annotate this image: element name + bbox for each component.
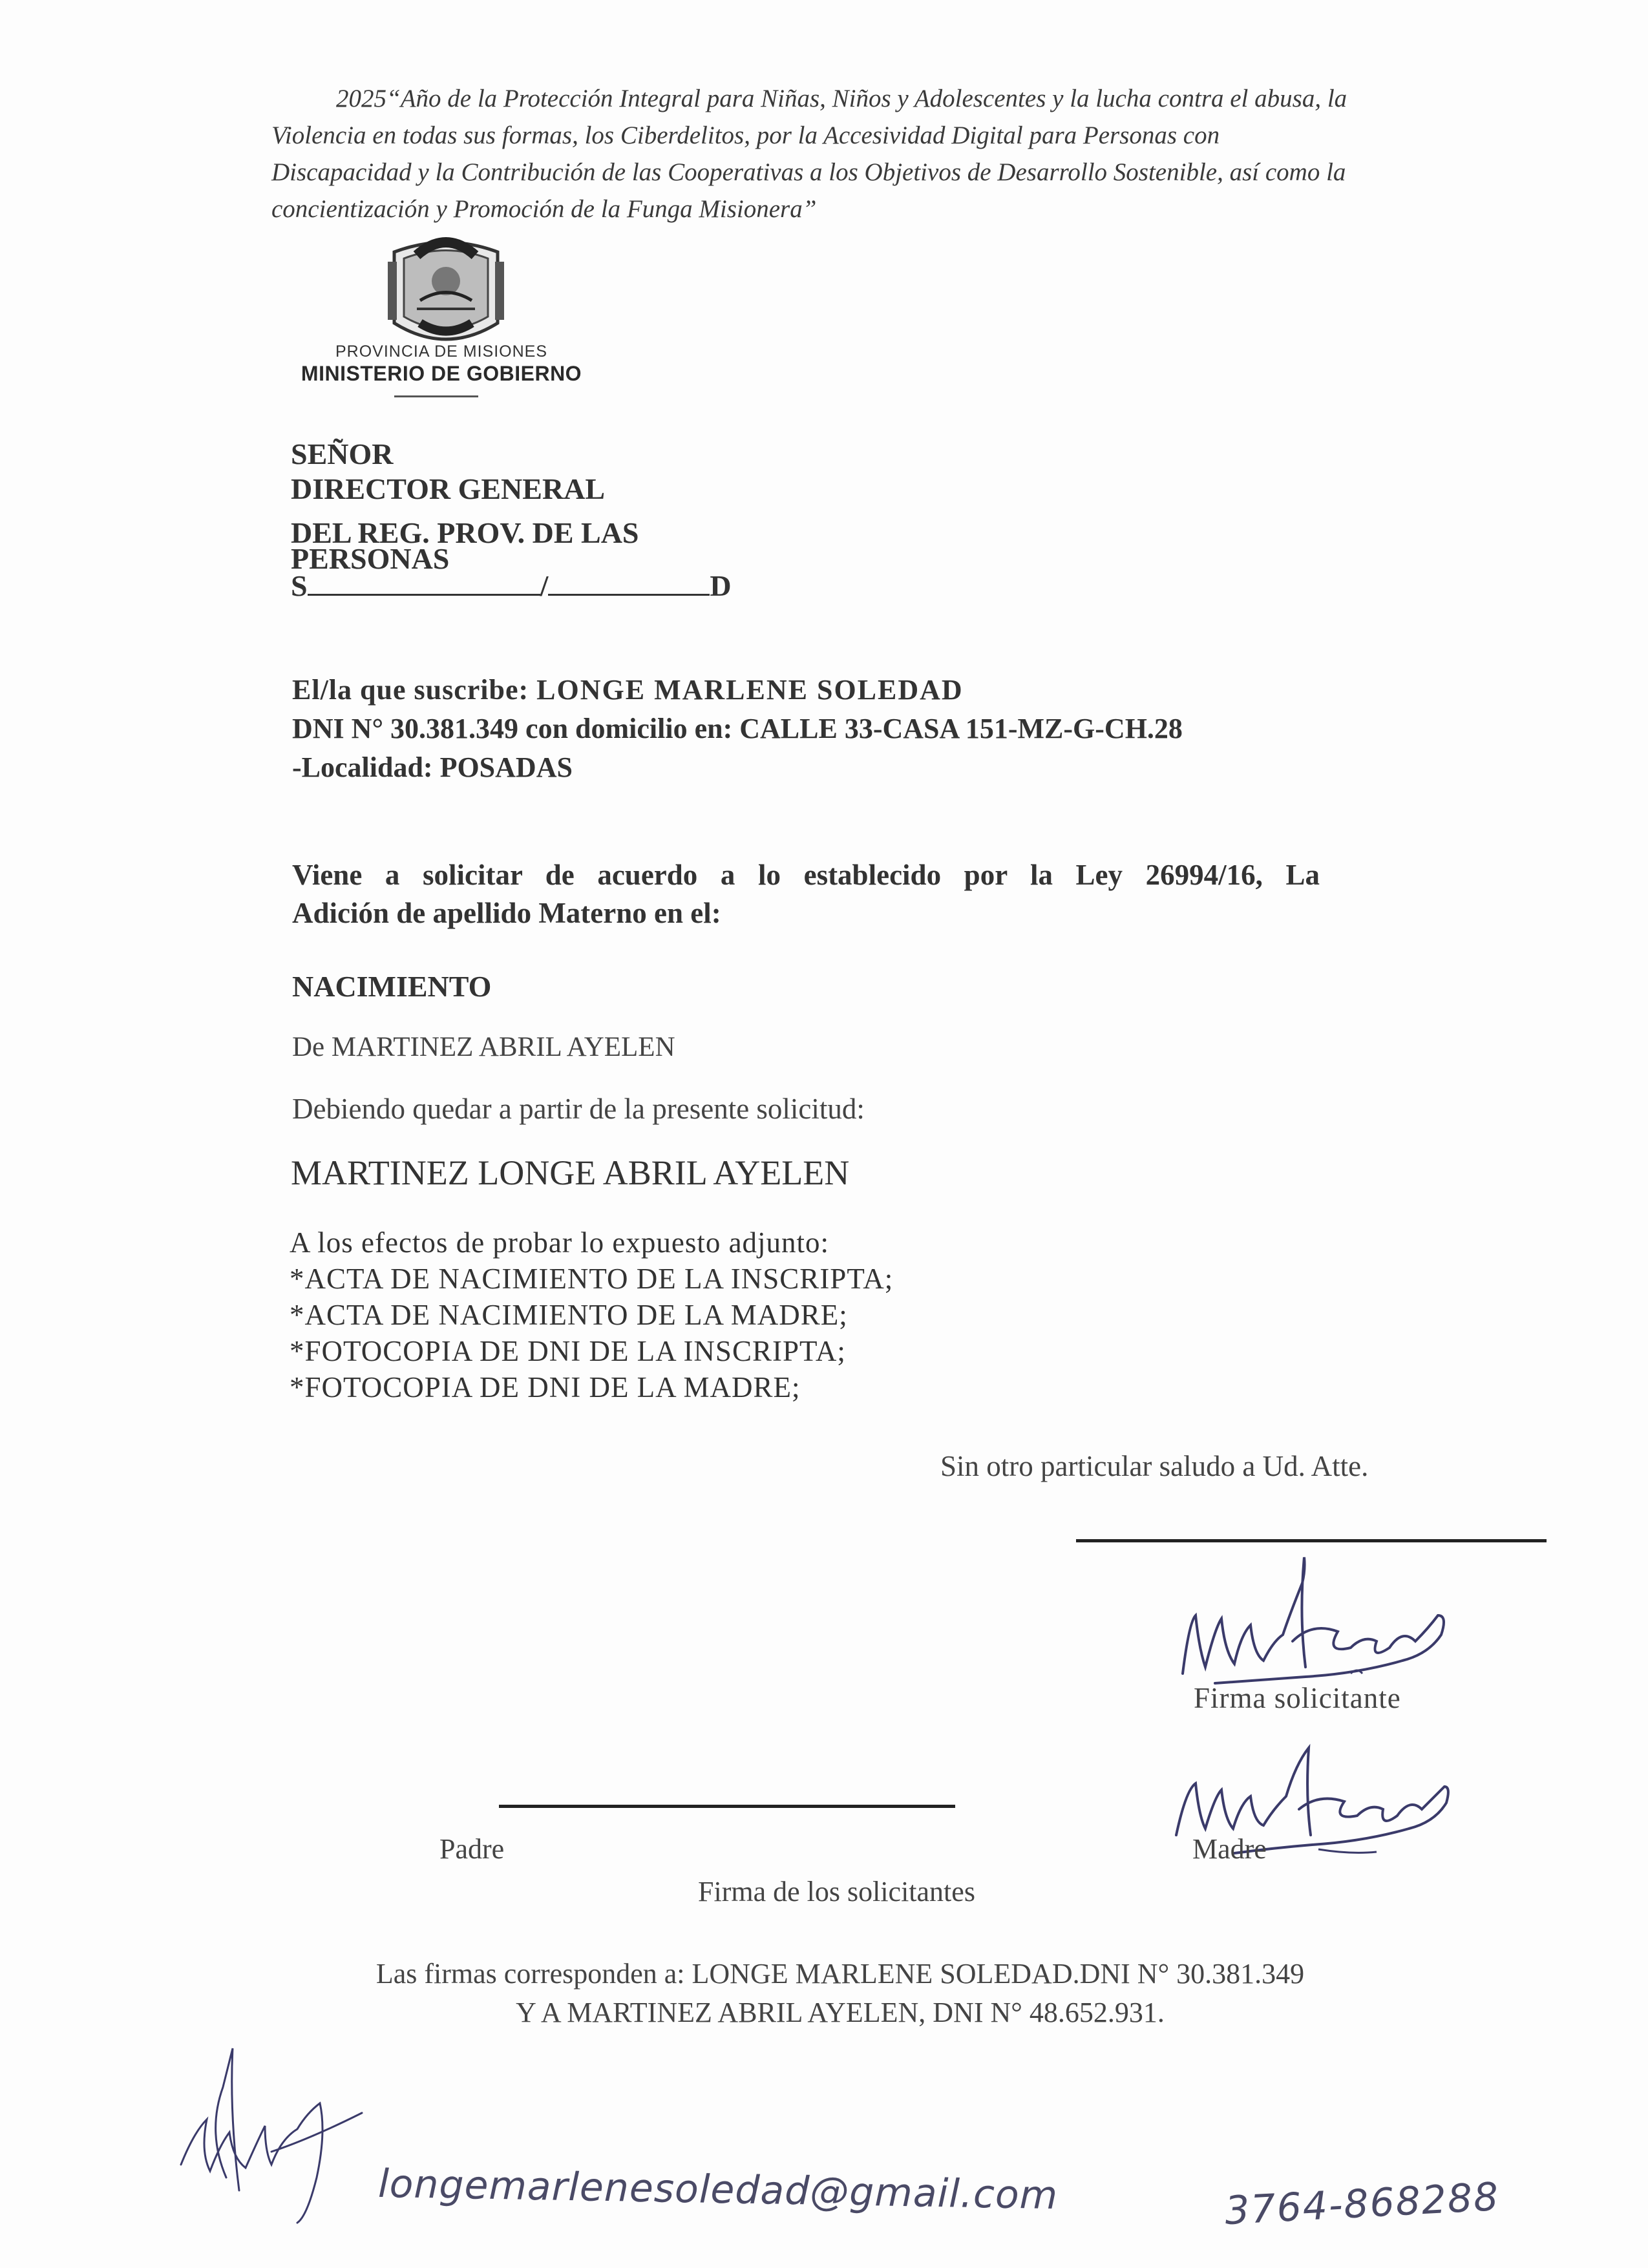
motto-line-4: concientización y Promoción de la Funga Misionera” — [271, 195, 817, 223]
addressee-line-4: PERSONAS — [291, 542, 450, 575]
mother-label: Madre — [1192, 1833, 1267, 1865]
request-line-1: Viene a solicitar de acuerdo a lo establecido por la Ley 26994/16, La — [292, 859, 1320, 891]
provincial-seal-logo — [381, 226, 511, 349]
subject-name: MARTINEZ ABRIL AYELEN — [331, 1032, 675, 1062]
motto-line-1: 2025“Año de la Protección Integral para Niñas, Niños y Adolescentes y la lucha contra el abusa, la — [336, 85, 1347, 112]
resulting-name: MARTINEZ LONGE ABRIL AYELEN — [291, 1153, 850, 1192]
motto-line-2: Violencia en todas sus formas, los Ciberdelitos, por la Accesividad Digital para Personas con — [271, 121, 1220, 149]
attachment-item: *FOTOCOPIA DE DNI DE LA MADRE; — [290, 1371, 801, 1403]
act-type: NACIMIENTO — [292, 970, 492, 1003]
attachments-intro: A los efectos de probar lo expuesto adjunto: — [290, 1226, 830, 1259]
address-label: con domicilio en: — [518, 713, 740, 744]
father-signature-line — [499, 1805, 955, 1808]
subject-prefix: De — [292, 1032, 332, 1062]
marginal-signature — [168, 1984, 401, 2242]
ministry-name: MINISTERIO DE GOBIERNO — [301, 362, 582, 385]
attachment-item: *FOTOCOPIA DE DNI DE LA INSCRIPTA; — [290, 1335, 846, 1367]
closing-line: Sin otro particular saludo a Ud. Atte. — [940, 1450, 1369, 1482]
signer-locality: POSADAS — [439, 751, 573, 783]
locality-label: -Localidad: — [292, 751, 440, 783]
father-label: Padre — [439, 1833, 505, 1865]
year-motto — [271, 80, 1454, 227]
signer-name: LONGE MARLENE SOLEDAD — [536, 674, 964, 706]
handwritten-email: longemarlenesoledad@gmail.com — [377, 2161, 1059, 2219]
addressee-line-1: SEÑOR — [291, 437, 394, 470]
applicant-signature-line — [1076, 1539, 1547, 1542]
attachments-list — [290, 1224, 893, 1405]
signer-dni: 30.381.349 — [390, 713, 519, 744]
signatures-note-line-2: Y A MARTINEZ ABRIL AYELEN, DNI N° 48.652.931. — [516, 1997, 1165, 2028]
request-line-2: Adición de apellido Materno en el: — [292, 897, 721, 929]
signatures-note — [259, 1955, 1422, 2032]
addressee-line-2: DIRECTOR GENERAL — [291, 472, 606, 505]
sd-s: S — [291, 569, 308, 602]
ministry-underline — [394, 395, 478, 397]
addressee-block — [291, 437, 639, 576]
sd-d: D — [710, 569, 732, 602]
request-paragraph — [292, 856, 1320, 932]
sd-salutation — [291, 569, 732, 603]
applicants-signature-label: Firma de los solicitantes — [698, 1876, 975, 1907]
signer-address: CALLE 33-CASA 151-MZ-G-CH.28 — [739, 713, 1183, 744]
sd-blank-1 — [308, 572, 540, 596]
dni-label: DNI N° — [292, 713, 391, 744]
subject-line — [292, 1031, 675, 1063]
attachment-item: *ACTA DE NACIMIENTO DE LA MADRE; — [290, 1299, 848, 1331]
result-intro: Debiendo quedar a partir de la presente solicitud: — [292, 1093, 865, 1125]
motto-line-3: Discapacidad y la Contribución de las Cooperativas a los Objetivos de Desarrollo Sostenible, así como la — [271, 158, 1346, 186]
attachment-item: *ACTA DE NACIMIENTO DE LA INSCRIPTA; — [290, 1263, 894, 1295]
signer-details — [292, 671, 1183, 787]
handwritten-phone: 3764-868288 — [1223, 2174, 1501, 2234]
province-name: PROVINCIA DE MISIONES — [335, 342, 547, 361]
signer-label: El/la que suscribe: — [292, 674, 537, 706]
sd-blank-2 — [548, 572, 710, 596]
sd-slash: / — [540, 569, 549, 602]
applicant-signature-label: Firma solicitante — [1194, 1682, 1401, 1714]
addressee-line-3: DEL REG. PROV. DE LAS — [291, 516, 639, 549]
signatures-note-line-1: Las firmas corresponden a: LONGE MARLENE SOLEDAD.DNI N° 30.381.349 — [375, 1958, 1305, 1990]
